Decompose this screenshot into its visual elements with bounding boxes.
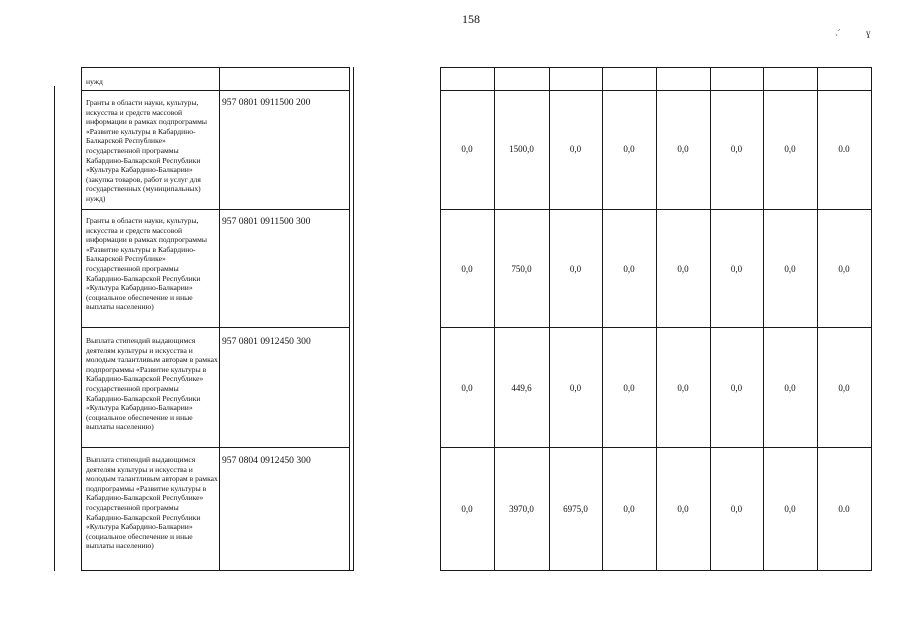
row-2-value-col-4: 0,0 bbox=[623, 264, 635, 274]
table-grid-hline bbox=[81, 209, 350, 210]
row-3-value-col-1: 0,0 bbox=[461, 383, 473, 393]
row-4-value-col-4: 0,0 bbox=[623, 504, 635, 514]
header-fragment-cell: нужд bbox=[86, 77, 103, 86]
row-3-value-col-2: 449,6 bbox=[511, 383, 532, 393]
table-grid-hline bbox=[440, 327, 872, 328]
table-grid-vline bbox=[353, 67, 354, 571]
row-2-value-col-5: 0,0 bbox=[677, 264, 689, 274]
table-grid-vline bbox=[219, 67, 220, 571]
table-grid-vline bbox=[763, 67, 764, 571]
table-grid-vline bbox=[494, 67, 495, 571]
row-2-value-col-8: 0,0 bbox=[838, 264, 850, 274]
row-3-value-col-6: 0,0 bbox=[730, 383, 743, 393]
table-grid-hline bbox=[440, 209, 872, 210]
table-grid-hline bbox=[81, 90, 350, 91]
row-2-value-col-2: 750,0 bbox=[511, 264, 532, 274]
row-2-description: Гранты в области науки, культуры, искусства и средств массовой информации в рамках подпрограммы «Развитие культуры в Кабардино-Балкарской Республике» государственной программы Кабардино-Балкарской Республики «Культура Кабардино-Балкарии» (социальное обеспечение и иные выплаты населению) bbox=[86, 216, 207, 312]
table-grid-vline bbox=[54, 86, 55, 571]
row-2-value-col-3: 0,0 bbox=[569, 264, 582, 274]
row-1-value-col-5: 0,0 bbox=[677, 144, 689, 154]
table-grid-vline bbox=[602, 67, 603, 571]
table-grid-hline bbox=[81, 570, 354, 571]
row-1-value-col-1: 0,0 bbox=[461, 144, 473, 154]
row-2-budget-code: 957 0801 0911500 300 bbox=[222, 216, 311, 227]
row-1-value-col-6: 0,0 bbox=[730, 144, 743, 154]
table-grid-vline bbox=[440, 67, 441, 571]
table-grid-hline bbox=[440, 67, 872, 68]
table-grid-hline bbox=[81, 447, 350, 448]
row-3-value-col-5: 0,0 bbox=[677, 383, 689, 393]
row-1-value-col-3: 0,0 bbox=[569, 144, 582, 154]
row-4-value-col-7: 0,0 bbox=[784, 504, 796, 514]
table-grid-hline bbox=[81, 67, 350, 68]
row-1-value-col-4: 0,0 bbox=[623, 144, 635, 154]
row-4-value-col-5: 0,0 bbox=[677, 504, 689, 514]
table-grid-vline bbox=[81, 67, 82, 571]
row-4-value-col-1: 0,0 bbox=[461, 504, 473, 514]
page-number: 158 bbox=[462, 12, 480, 26]
row-4-value-col-6: 0,0 bbox=[730, 504, 743, 514]
table-grid-hline bbox=[440, 570, 872, 571]
row-1-description: Гранты в области науки, культуры, искусства и средств массовой информации в рамках подпрограммы «Развитие культуры в Кабардино-Балкарской Республике» государственной программы Кабардино-Балкарской Республики «Культура Кабардино-Балкарии» (закупка товаров, работ и услуг для государственных (муниципальных) нужд) bbox=[86, 98, 207, 203]
table-grid-hline bbox=[440, 447, 872, 448]
row-1-budget-code: 957 0801 0911500 200 bbox=[222, 97, 311, 108]
row-3-value-col-8: 0,0 bbox=[838, 383, 850, 393]
row-4-budget-code: 957 0804 0912450 300 bbox=[222, 455, 311, 466]
table-grid-hline bbox=[440, 90, 872, 91]
row-4-description: Выплата стипендий выдающимся деятелям культуры и искусства и молодым талантливым авторам в рамках подпрограммы «Развитие культуры в Кабардино-Балкарской Республике» государственной программы Кабардино-Балкарской Республики «Культура Кабардино-Балкарии» (социальное обеспечение и иные выплаты населению) bbox=[86, 455, 218, 551]
table-grid-vline bbox=[710, 67, 711, 571]
scan-speck-mark: ˏ׳ bbox=[835, 26, 841, 36]
row-3-value-col-4: 0,0 bbox=[623, 383, 635, 393]
row-2-value-col-7: 0,0 bbox=[784, 264, 796, 274]
table-grid-vline bbox=[549, 67, 550, 571]
row-1-value-col-8: 0.0 bbox=[838, 144, 850, 154]
row-4-value-col-2: 3970,0 bbox=[509, 504, 534, 514]
table-grid-hline bbox=[81, 327, 350, 328]
table-grid-vline bbox=[817, 67, 818, 571]
row-4-value-col-3: 6975,0 bbox=[563, 504, 588, 514]
scan-speck-mark: ɣ bbox=[866, 28, 871, 38]
table-grid-vline bbox=[871, 67, 872, 571]
row-2-value-col-6: 0,0 bbox=[730, 264, 743, 274]
table-grid-vline bbox=[349, 67, 350, 571]
row-3-budget-code: 957 0801 0912450 300 bbox=[222, 336, 311, 347]
table-grid-vline bbox=[656, 67, 657, 571]
row-4-value-col-8: 0.0 bbox=[838, 504, 850, 514]
row-3-description: Выплата стипендий выдающимся деятелям культуры и искусства и молодым талантливым авторам в рамках подпрограммы «Развитие культуры в Кабардино-Балкарской Республике» государственной программы Кабардино-Балкарской Республики «Культура Кабардино-Балкарии» (социальное обеспечение и иные выплаты населению) bbox=[86, 336, 218, 432]
row-3-value-col-3: 0,0 bbox=[569, 383, 582, 393]
row-1-value-col-7: 0,0 bbox=[784, 144, 796, 154]
row-1-value-col-2: 1500,0 bbox=[509, 144, 534, 154]
row-2-value-col-1: 0,0 bbox=[461, 264, 473, 274]
row-3-value-col-7: 0,0 bbox=[784, 383, 796, 393]
